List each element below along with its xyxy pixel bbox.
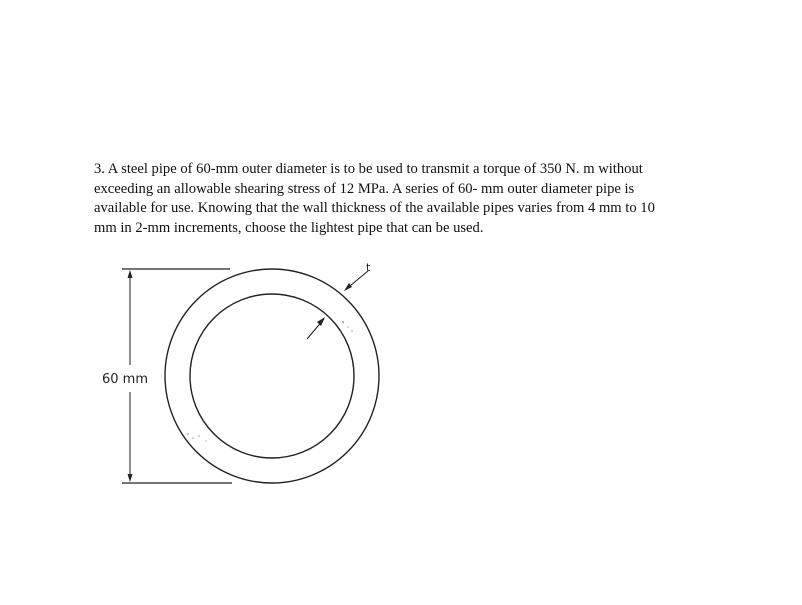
outer-circle bbox=[165, 269, 379, 483]
dimension-label: 60 mm bbox=[102, 372, 149, 387]
problem-line-1: 3. A steel pipe of 60-mm outer diameter is to be used to transmit a torque of 350 N. m without bbox=[94, 161, 643, 177]
scan-speck bbox=[347, 326, 349, 328]
scan-speck bbox=[342, 321, 344, 323]
dimension-arrow-bottom bbox=[128, 474, 133, 482]
scan-speck bbox=[198, 435, 200, 437]
scan-speck bbox=[205, 440, 206, 441]
problem-line-4: mm in 2-mm increments, choose the lightest pipe that can be used. bbox=[94, 219, 484, 236]
inner-circle bbox=[190, 294, 354, 458]
dimension-arrow-top bbox=[128, 270, 133, 278]
thickness-arrow-outer-head bbox=[344, 283, 352, 291]
problem-line-3: available for use. Knowing that the wall thickness of the available pipes varies from 4 mm to 10 bbox=[94, 200, 655, 216]
thickness-arrow-inner-head bbox=[317, 317, 325, 326]
thickness-label: t bbox=[366, 261, 371, 274]
problem-line-2: exceeding an allowable shearing stress of 12 MPa. A series of 60- mm outer diameter pipe is bbox=[94, 180, 635, 197]
scan-speck bbox=[351, 330, 353, 332]
scan-speck bbox=[192, 437, 194, 439]
scan-speck bbox=[187, 433, 189, 435]
